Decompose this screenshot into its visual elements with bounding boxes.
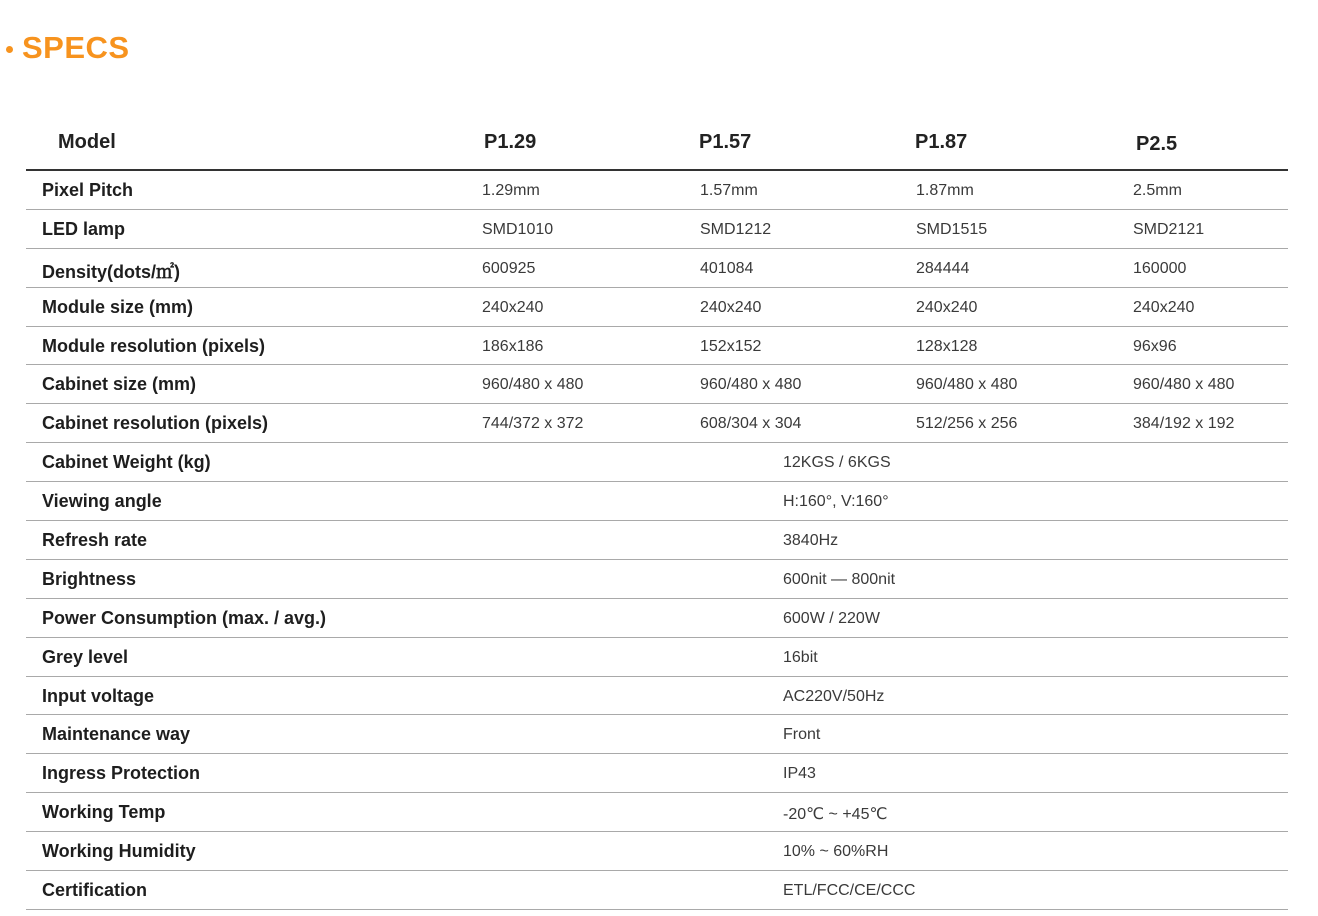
table-row [26,404,1288,443]
row-value-cell: 128x128 [916,337,978,355]
row-merged-value: 16bit [783,648,818,666]
header-model-p129: P1.29 [484,131,537,153]
table-row [26,327,1288,366]
row-merged-value: 10% ~ 60%RH [783,843,889,861]
row-merged-value: 600nit — 800nit [783,570,896,588]
row-value-cell: 960/480 x 480 [1133,376,1235,394]
row-label: Cabinet resolution (pixels) [42,413,269,434]
bullet-dot-icon [6,46,13,53]
row-label: Maintenance way [42,724,191,745]
row-value-cell: 240x240 [1133,298,1195,316]
table-row [26,171,1288,210]
table-row [26,365,1288,404]
table-row [26,638,1288,677]
row-value-cell: SMD2121 [1133,220,1205,238]
row-merged-value: H:160°, V:160° [783,493,889,511]
header-model-label: Model [58,131,116,153]
table-row [26,443,1288,482]
table-row [26,210,1288,249]
row-value-cell: 960/480 x 480 [916,376,1018,394]
row-value-cell: 960/480 x 480 [700,376,802,394]
row-value-cell: 2.5mm [1133,182,1182,199]
row-label: Brightness [42,568,137,589]
row-value-cell: 152x152 [700,337,762,355]
header-model-p187: P1.87 [915,131,968,153]
table-row [26,288,1288,327]
row-value-cell: 600925 [482,259,536,277]
row-merged-value: 600W / 220W [783,609,880,627]
table-row [26,754,1288,793]
row-label: Viewing angle [42,491,162,512]
row-label: Module resolution (pixels) [42,335,266,356]
row-label: Ingress Protection [42,763,201,784]
row-value-cell: 96x96 [1133,337,1177,355]
row-value-cell: SMD1010 [482,220,554,238]
row-value-cell: 960/480 x 480 [482,376,584,394]
row-label: Refresh rate [42,530,148,551]
row-value-cell: 284444 [916,259,970,277]
row-label: Pixel Pitch [42,180,134,200]
row-label: Working Humidity [42,841,196,862]
table-row [26,482,1288,521]
row-label: Grey level [42,646,129,667]
row-label: LED lamp [42,218,126,239]
section-title-text: SPECS [22,30,130,65]
table-header-row [26,115,1288,171]
row-label: Cabinet size (mm) [42,374,197,395]
table-row [26,871,1288,910]
row-value-cell: 401084 [700,259,754,277]
row-value-cell: SMD1515 [916,220,988,238]
header-model-p25: P2.5 [1136,133,1178,155]
table-body [26,171,1288,910]
table-row [26,521,1288,560]
row-value-cell: 1.29mm [482,182,540,199]
row-merged-value: IP43 [783,765,816,783]
header-model-p157: P1.57 [699,131,752,153]
row-label: Input voltage [42,685,154,706]
row-value-cell: 1.57mm [700,182,758,199]
row-value-cell: 186x186 [482,337,544,355]
row-label: Certification [42,880,148,901]
section-title [6,28,130,68]
row-value-cell: SMD1212 [700,220,772,238]
row-merged-value: ETL/FCC/CE/CCC [783,882,916,900]
row-value-cell: 608/304 x 304 [700,415,802,433]
table-row [26,715,1288,754]
row-merged-value: AC220V/50Hz [783,687,885,705]
row-value-cell: 384/192 x 192 [1133,415,1235,433]
row-value-cell: 1.87mm [916,182,974,199]
row-value-cell: 512/256 x 256 [916,415,1018,433]
row-value-cell: 744/372 x 372 [482,415,584,433]
row-merged-value: Front [783,726,821,744]
row-value-cell: 240x240 [700,298,762,316]
table-row [26,599,1288,638]
row-value-cell: 160000 [1133,259,1187,277]
row-label: Power Consumption (max. / avg.) [42,607,327,628]
table-row [26,677,1288,716]
row-label: Working Temp [42,802,166,823]
table-row [26,793,1288,832]
row-value-cell: 240x240 [916,298,978,316]
row-label: Cabinet Weight (kg) [42,452,211,473]
row-merged-value: 3840Hz [783,532,839,550]
table-row [26,832,1288,871]
row-value-cell: 240x240 [482,298,544,316]
row-label: Module size (mm) [42,296,194,317]
row-label: Density(dots/㎡) [42,261,181,282]
row-merged-value: -20℃ ~ +45℃ [783,806,888,824]
row-merged-value: 12KGS / 6KGS [783,454,891,472]
specs-table [26,115,1288,910]
table-row [26,560,1288,599]
table-row [26,249,1288,288]
